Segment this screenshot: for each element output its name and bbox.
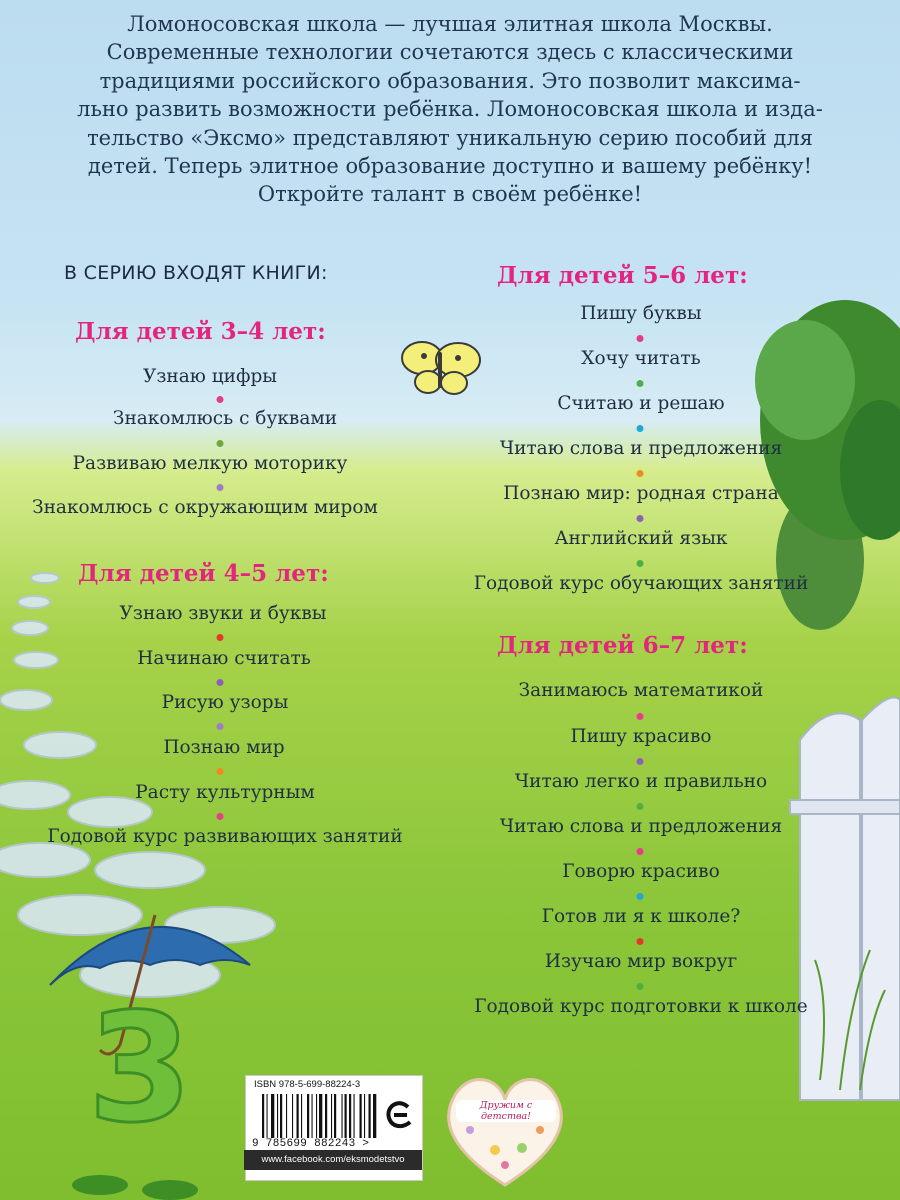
intro-line: льно развить возможности ребёнка. Ломоносовская школа и изда- [77, 97, 823, 122]
intro-line: Современные технологии сочетаются здесь с классическими [106, 40, 794, 65]
heart-badge-icon [440, 1070, 570, 1190]
butterfly-icon [402, 342, 480, 394]
book-item: Знакомлюсь с окружающим миром [32, 497, 378, 518]
book-item: Знакомлюсь с буквами [112, 408, 338, 429]
book-item: Хочу читать [581, 348, 701, 369]
book-item: Годовой курс обучающих занятий [473, 573, 809, 594]
separator-dot [217, 484, 224, 491]
group-title-3-4: Для детей 3–4 лет: [75, 318, 326, 345]
book-item: Занимаюсь математикой [518, 680, 764, 701]
book-item: Говорю красиво [562, 861, 720, 882]
separator-dot [637, 758, 644, 765]
group-title-5-6: Для детей 5–6 лет: [497, 262, 748, 289]
isbn-digits: 9 785699 882243 > [252, 1138, 370, 1150]
group-title-4-5: Для детей 4–5 лет: [78, 560, 329, 587]
book-item: Английский язык [554, 528, 728, 549]
number-three-character [72, 982, 198, 1200]
book-item: Читаю слова и предложения [499, 438, 783, 459]
book-item: Готов ли я к школе? [541, 906, 741, 927]
isbn-label: ISBN 978-5-699-88224-3 [254, 1079, 361, 1090]
book-item: Рисую узоры [161, 692, 289, 713]
separator-dot [637, 470, 644, 477]
group-title-6-7: Для детей 6–7 лет: [497, 632, 748, 659]
book-item: Познаю мир: родная страна [503, 483, 779, 504]
separator-dot [217, 396, 224, 403]
facebook-link: www.facebook.com/eksmodetstvo [244, 1150, 422, 1170]
separator-dot [637, 893, 644, 900]
book-item: Расту культурным [135, 782, 315, 803]
separator-dot [637, 938, 644, 945]
separator-dot [217, 768, 224, 775]
intro-line: Откройте талант в своём ребёнке! [257, 182, 643, 207]
separator-dot [637, 560, 644, 567]
svg-text:3: 3 [87, 982, 193, 1156]
separator-dot [637, 848, 644, 855]
separator-dot [217, 440, 224, 447]
fence-icon [790, 698, 900, 1101]
book-item: Начинаю считать [137, 648, 311, 669]
book-item: Считаю и решаю [557, 393, 725, 414]
separator-dot [637, 983, 644, 990]
book-item: Познаю мир [163, 737, 285, 758]
book-item: Пишу буквы [580, 303, 702, 324]
separator-dot [637, 713, 644, 720]
intro-line: традициями российского образования. Это позволит максима- [99, 68, 801, 93]
separator-dot [637, 335, 644, 342]
book-item: Узнаю цифры [142, 366, 278, 387]
separator-dot [217, 813, 224, 820]
book-item: Изучаю мир вокруг [544, 951, 738, 972]
book-item: Читаю слова и предложения [499, 816, 783, 837]
intro-paragraph [30, 10, 870, 209]
heart-badge-text: Дружим с детства! [456, 1100, 556, 1122]
separator-dot [217, 679, 224, 686]
intro-line: тельство «Эксмо» представляют уникальную серию пособий для [87, 125, 813, 150]
eksmo-logo [385, 1098, 415, 1132]
book-item: Годовой курс подготовки к школе [474, 996, 808, 1017]
book-item: Читаю легко и правильно [514, 771, 768, 792]
book-item: Развиваю мелкую моторику [72, 453, 348, 474]
intro-line: Ломоносовская школа — лучшая элитная школа Москвы. [127, 12, 773, 36]
separator-dot [637, 425, 644, 432]
separator-dot [637, 515, 644, 522]
separator-dot [217, 723, 224, 730]
intro-line: детей. Теперь элитное образование доступно и вашему ребёнку! [87, 154, 813, 179]
book-item: Годовой курс развивающих занятий [47, 826, 403, 847]
series-heading: В СЕРИЮ ВХОДЯТ КНИГИ: [64, 262, 328, 284]
separator-dot [217, 634, 224, 641]
separator-dot [637, 803, 644, 810]
separator-dot [637, 380, 644, 387]
book-item: Узнаю звуки и буквы [119, 603, 327, 624]
book-item: Пишу красиво [570, 726, 712, 747]
